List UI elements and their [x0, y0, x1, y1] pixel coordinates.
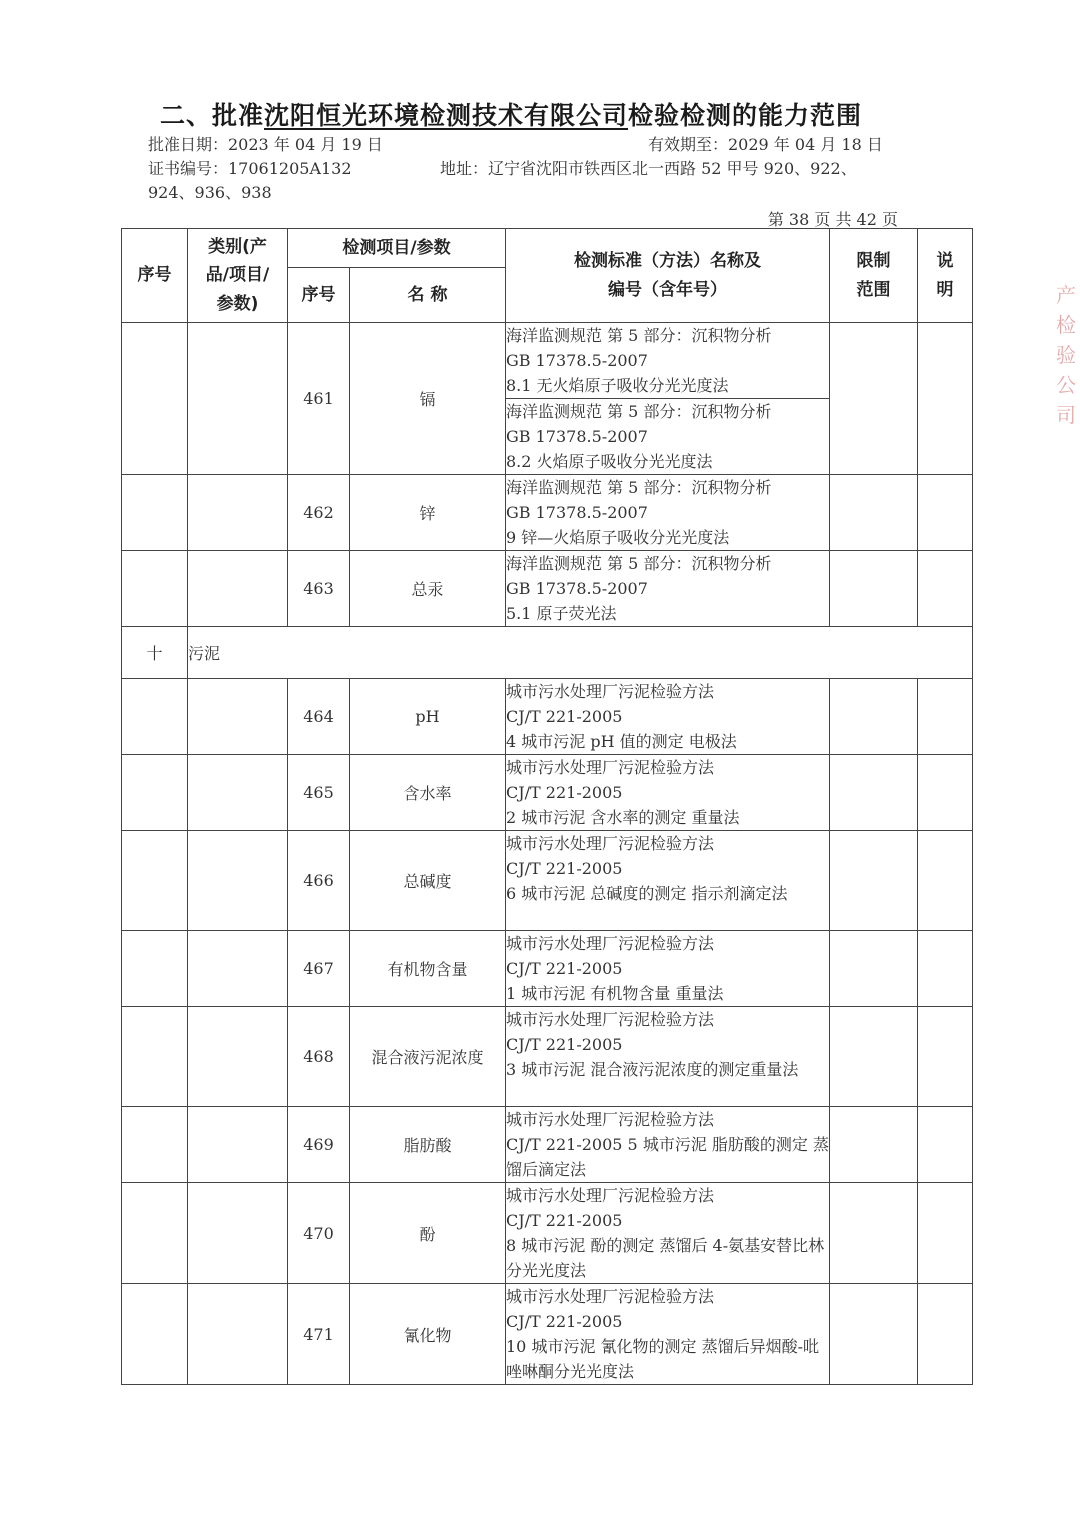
item-number: 461 — [288, 323, 350, 475]
category-cell — [188, 323, 288, 475]
item-number: 462 — [288, 475, 350, 551]
table-row — [122, 931, 973, 1007]
category-cell — [188, 1107, 288, 1183]
category-cell — [188, 831, 288, 931]
standard-cell — [506, 323, 830, 399]
standard-line: 8.1 无火焰原子吸收分光光度法 — [506, 376, 729, 395]
table-row — [122, 1183, 973, 1284]
seq-cell — [122, 1183, 188, 1284]
seq-cell — [122, 679, 188, 755]
seal-character: 检 — [1056, 313, 1076, 337]
limit-cell — [830, 1107, 918, 1183]
header-standard: 检测标准（方法）名称及 编号（含年号） — [506, 229, 830, 323]
standard-line: 海洋监测规范 第 5 部分：沉积物分析 — [506, 478, 772, 497]
seal-character: 公 — [1056, 373, 1076, 397]
standard-line: CJ/T 221-2005 — [506, 1312, 623, 1331]
note-cell — [918, 1107, 973, 1183]
header-category: 类别(产 品/项目/ 参数) — [188, 229, 288, 323]
table-row — [122, 755, 973, 831]
item-name: 总碱度 — [350, 831, 506, 931]
item-number: 468 — [288, 1007, 350, 1107]
approval-date: 批准日期：2023 年 04 月 19 日 — [148, 135, 383, 154]
standard-line: 城市污水处理厂污泥检验方法 — [506, 1287, 715, 1306]
table-row — [122, 323, 973, 399]
item-number: 466 — [288, 831, 350, 931]
standard-cell — [506, 1007, 830, 1107]
note-cell — [918, 679, 973, 755]
seq-cell — [122, 1284, 188, 1385]
note-cell — [918, 1183, 973, 1284]
seal-character: 验 — [1056, 343, 1076, 367]
capability-table — [121, 228, 973, 1385]
header-item-group: 检测项目/参数 — [288, 229, 506, 268]
item-name: 氰化物 — [350, 1284, 506, 1385]
note-cell — [918, 1284, 973, 1385]
item-name: 含水率 — [350, 755, 506, 831]
seq-cell — [122, 551, 188, 627]
section-label: 污泥 — [188, 627, 973, 679]
standard-line: 3 城市污泥 混合液污泥浓度的测定重量法 — [506, 1060, 799, 1079]
certificate-number: 证书编号：17061205A132 — [148, 159, 352, 178]
standard-cell — [506, 475, 830, 551]
standard-line: GB 17378.5-2007 — [506, 579, 648, 598]
limit-cell — [830, 755, 918, 831]
category-cell — [188, 679, 288, 755]
standard-line: CJ/T 221-2005 — [506, 859, 623, 878]
standard-line: 1 城市污泥 有机物含量 重量法 — [506, 984, 724, 1003]
standard-cell — [506, 679, 830, 755]
standard-line: CJ/T 221-2005 — [506, 1035, 623, 1054]
standard-line: 8.2 火焰原子吸收分光光度法 — [506, 452, 713, 471]
note-cell — [918, 323, 973, 475]
standard-line: 海洋监测规范 第 5 部分：沉积物分析 — [506, 402, 772, 421]
seq-cell — [122, 1107, 188, 1183]
header-row-1 — [122, 229, 973, 268]
limit-cell — [830, 475, 918, 551]
header-seq: 序号 — [122, 229, 188, 323]
standard-cell — [506, 1107, 830, 1183]
standard-line: CJ/T 221-2005 5 城市污泥 脂肪酸的测定 蒸馏后滴定法 — [506, 1135, 829, 1179]
standard-cell — [506, 399, 830, 475]
table-row — [122, 1107, 973, 1183]
table-row — [122, 831, 973, 931]
item-number: 465 — [288, 755, 350, 831]
category-cell — [188, 931, 288, 1007]
category-cell — [188, 1284, 288, 1385]
item-number: 463 — [288, 551, 350, 627]
seal-character: 产 — [1056, 283, 1076, 307]
seq-cell — [122, 831, 188, 931]
standard-line: 城市污水处理厂污泥检验方法 — [506, 834, 715, 853]
item-name: 酚 — [350, 1183, 506, 1284]
item-number: 471 — [288, 1284, 350, 1385]
item-name: 锌 — [350, 475, 506, 551]
item-name: 混合液污泥浓度 — [350, 1007, 506, 1107]
standard-cell — [506, 831, 830, 931]
title-suffix: 检验检测的能力范围 — [628, 101, 863, 130]
table-row — [122, 551, 973, 627]
item-number: 469 — [288, 1107, 350, 1183]
category-cell — [188, 755, 288, 831]
standard-line: 4 城市污泥 pH 值的测定 电极法 — [506, 732, 737, 751]
standard-cell — [506, 931, 830, 1007]
title-company: 沈阳恒光环境检测技术有限公司 — [264, 101, 629, 130]
item-number: 467 — [288, 931, 350, 1007]
title-prefix: 二、批准 — [160, 101, 265, 130]
standard-cell — [506, 1284, 830, 1385]
section-row — [122, 627, 973, 679]
table-row — [122, 679, 973, 755]
limit-cell — [830, 831, 918, 931]
standard-line: CJ/T 221-2005 — [506, 1211, 623, 1230]
standard-line: GB 17378.5-2007 — [506, 351, 648, 370]
item-name: pH — [350, 679, 506, 755]
limit-cell — [830, 1183, 918, 1284]
item-name: 有机物含量 — [350, 931, 506, 1007]
item-name: 脂肪酸 — [350, 1107, 506, 1183]
section-seq: 十 — [122, 627, 188, 679]
standard-cell — [506, 755, 830, 831]
seq-cell — [122, 1007, 188, 1107]
limit-cell — [830, 323, 918, 475]
note-cell — [918, 831, 973, 931]
standard-line: CJ/T 221-2005 — [506, 707, 623, 726]
standard-line: 9 锌—火焰原子吸收分光光度法 — [506, 528, 730, 547]
standard-line: 10 城市污泥 氰化物的测定 蒸馏后异烟酸-吡唑啉酮分光光度法 — [506, 1337, 820, 1381]
header-item-seq: 序号 — [288, 268, 350, 323]
item-name: 镉 — [350, 323, 506, 475]
header-note: 说 明 — [918, 229, 973, 323]
limit-cell — [830, 1284, 918, 1385]
red-seal-fragment — [1056, 280, 1080, 430]
table-row — [122, 1007, 973, 1107]
standard-line: 2 城市污泥 含水率的测定 重量法 — [506, 808, 740, 827]
standard-line: 城市污水处理厂污泥检验方法 — [506, 758, 715, 777]
standard-line: 城市污水处理厂污泥检验方法 — [506, 1110, 715, 1129]
table-row — [122, 1284, 973, 1385]
header-item-name: 名 称 — [350, 268, 506, 323]
limit-cell — [830, 1007, 918, 1107]
standard-line: 城市污水处理厂污泥检验方法 — [506, 682, 715, 701]
standard-line: 5.1 原子荧光法 — [506, 604, 617, 623]
standard-cell — [506, 551, 830, 627]
table-row — [122, 475, 973, 551]
seq-cell — [122, 931, 188, 1007]
item-number: 470 — [288, 1183, 350, 1284]
page-title — [160, 96, 920, 132]
standard-line: 海洋监测规范 第 5 部分：沉积物分析 — [506, 326, 772, 345]
item-name: 总汞 — [350, 551, 506, 627]
note-cell — [918, 1007, 973, 1107]
note-cell — [918, 931, 973, 1007]
address-line-2: 924、936、938 — [148, 183, 272, 202]
limit-cell — [830, 931, 918, 1007]
valid-until: 有效期至：2029 年 04 月 18 日 — [648, 135, 883, 154]
address-line-1: 地址：辽宁省沈阳市铁西区北一西路 52 甲号 920、922、 — [440, 159, 857, 178]
standard-line: 海洋监测规范 第 5 部分：沉积物分析 — [506, 554, 772, 573]
item-number: 464 — [288, 679, 350, 755]
standard-line: CJ/T 221-2005 — [506, 959, 623, 978]
note-cell — [918, 475, 973, 551]
seq-cell — [122, 323, 188, 475]
standard-line: 城市污水处理厂污泥检验方法 — [506, 934, 715, 953]
category-cell — [188, 475, 288, 551]
category-cell — [188, 1007, 288, 1107]
standard-line: 6 城市污泥 总碱度的测定 指示剂滴定法 — [506, 884, 788, 903]
category-cell — [188, 1183, 288, 1284]
limit-cell — [830, 551, 918, 627]
standard-line: 城市污水处理厂污泥检验方法 — [506, 1186, 715, 1205]
note-cell — [918, 551, 973, 627]
standard-cell — [506, 1183, 830, 1284]
page-number: 第 38 页 共 42 页 — [767, 210, 898, 229]
limit-cell — [830, 679, 918, 755]
category-cell — [188, 551, 288, 627]
standard-line: GB 17378.5-2007 — [506, 427, 648, 446]
standard-line: GB 17378.5-2007 — [506, 503, 648, 522]
standard-line: CJ/T 221-2005 — [506, 783, 623, 802]
seq-cell — [122, 475, 188, 551]
seal-character: 司 — [1056, 403, 1076, 427]
header-limit: 限制 范围 — [830, 229, 918, 323]
seq-cell — [122, 755, 188, 831]
standard-line: 8 城市污泥 酚的测定 蒸馏后 4-氨基安替比林分光光度法 — [506, 1236, 825, 1280]
standard-line: 城市污水处理厂污泥检验方法 — [506, 1010, 715, 1029]
note-cell — [918, 755, 973, 831]
